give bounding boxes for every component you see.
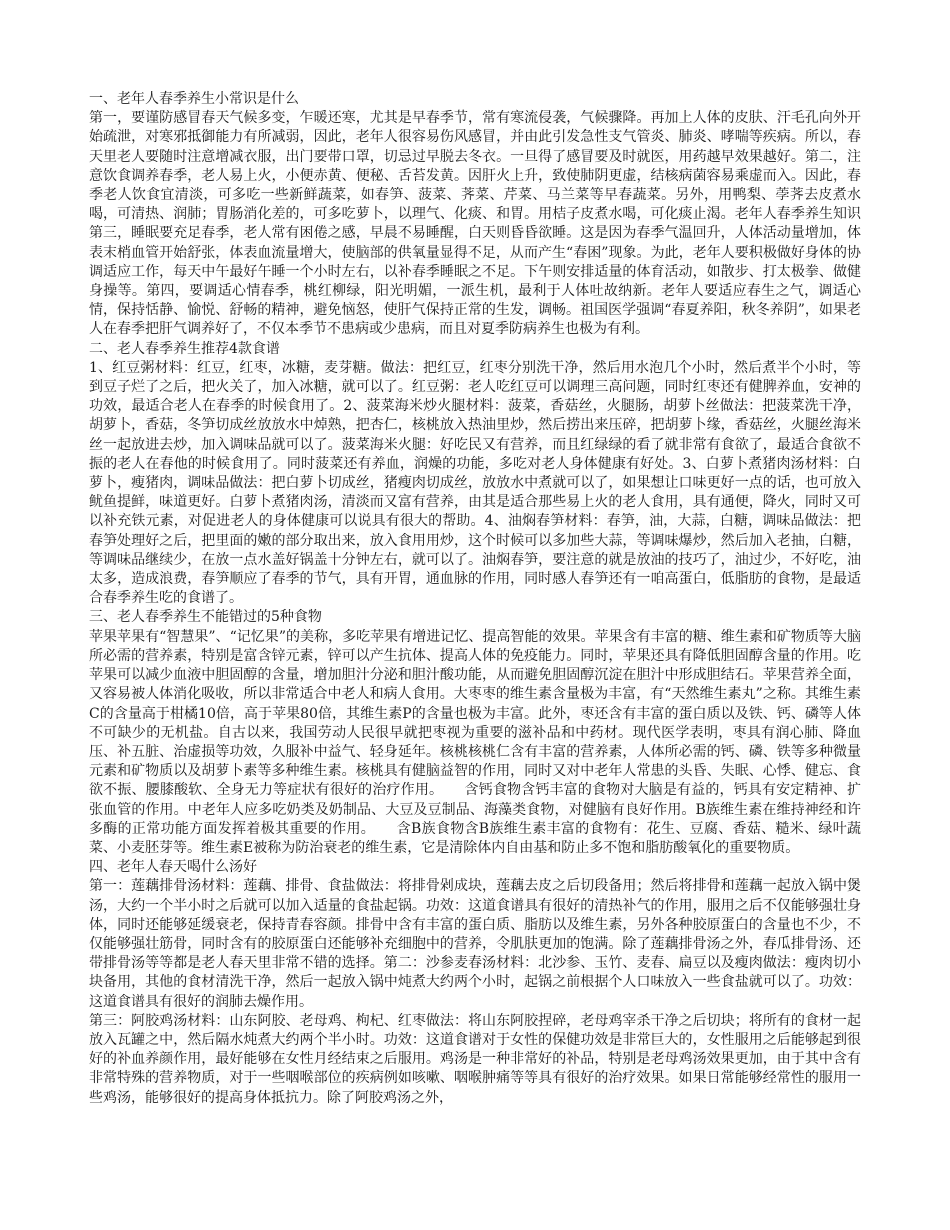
section-heading-3: 三、老人春季养生不能错过的5种食物 [89, 609, 322, 626]
section-heading-1: 一、老年人春季养生小常识是什么 [89, 91, 299, 107]
section-paragraph-4b: 第三：阿胶鸡汤材料：山东阿胶、老母鸡、枸杞、红枣做法：将山东阿胶捏碎，老母鸡宰杀干净之后切块；将所有的食材一起放入瓦罐之中，然后隔水炖煮大约两个半小时。功效：这道食谱对于女性的保健功效是非常巨大的，女性服用之后能够起到很好的补血养颜作用，最好能够在女性月经结束之后服用。鸡汤是一种非常好的补品，特别是老母鸡汤效果更加，由于其中含有非常特殊的营养物质，对于一些咽喉部位的疾病例如咳嗽、咽喉肿痛等等具有很好的治疗效果。如果日常能够经常性的服用一些鸡汤，能够很好的提高身体抵抗力。除了阿胶鸡汤之外， [89, 1012, 861, 1106]
section-paragraph-2: 1、红豆粥材料：红豆，红枣，冰糖，麦芽糖。做法：把红豆，红枣分别洗干净，然后用水泡几个小时，然后煮半个小时，等到豆子烂了之后，把火关了，加入冰糖，就可以了。红豆粥：老人吃红豆可以调理三高问题，同时红枣还有健脾养血，安神的功效，最适合老人在春季的时候食用了。2、菠菜海米炒火腿材料：菠菜，香菇丝，火腿肠，胡萝卜丝做法：把菠菜洗干净，胡萝卜，香菇，冬笋切成丝放放水中焯熟，把杏仁，核桃放入热油里炒，然后捞出来压碎，把胡萝卜缘，香菇丝，火腿丝海米丝一起放进去炒，加入调味品就可以了。菠菜海米火腿：好吃民又有营养，而且红绿绿的看了就非常有食欲了，最适合食欲不振的老人在春他的时候食用了。同时菠菜还有养血，润燥的功能，多吃对老人身体健康有好处。3、白萝卜煮猪肉汤材料：白萝卜，瘦猪肉，调味品做法：把白萝卜切成丝，猪瘦肉切成丝，放放水中煮就可以了，如果想让口味更好一点的话，也可放入鱿鱼提鲜，味道更好。白萝卜煮猪肉汤，清淡而又富有营养，由其是适合那些易上火的老人食用，具有通便，降火，同时又可以补充铁元素，对促进老人的身体健康可以说具有很大的帮助。4、油焖春笋材料：春笋，油，大蒜，白糖，调味品做法：把春笋处理好之后，把里面的嫩的部分取出来，放入食用用炒，这个时候可以多加些大蒜，等调味爆炒，然后加入老抽，白糖，等调味品继续少，在放一点水盖好锅盖十分钟左右，就可以了。油焖春笋，要注意的就是放油的技巧了，油过少，不好吃，油太多，造成浪费，春笋顺应了春季的节气，具有开胃，通血脉的作用，同时感人春笋还有一咱高蛋白，低脂肪的食物，是最适合春季养生吃的食谱了。 [89, 359, 861, 607]
section-heading-2: 二、老人春季养生推荐4款食谱 [89, 340, 280, 357]
section-paragraph-1: 第一，要谨防感冒春天气候多变，乍暖还寒，尤其是早春季节，常有寒流侵袭，气候骤降。再加上人体的皮肤、汗毛孔向外开始疏泄，对寒邪抵御能力有所减弱，因此，老年人很容易伤风感冒，并由此引发急性支气管炎、肺炎、哮喘等疾病。所以，春天里老人要随时注意增减衣服，出门要带口罩，切忌过早脱去冬衣。一旦得了感冒要及时就医，用药越早效果越好。第二，注意饮食调养春季，老人易上火，小便赤黄、便秘、舌苔发黄。因肝火上升，致使肺阴更虚，结核病菌容易乘虚而入。因此，春季老人饮食宜清淡，可多吃一些新鲜蔬菜，如春笋、菠菜、荠菜、芹菜、马兰菜等早春蔬菜。另外，用鸭梨、荸荠去皮煮水喝，可清热、润肺；胃肠消化差的，可多吃萝卜，以理气、化痰、和胃。用桔子皮煮水喝，可化痰止渴。老年人春季养生知识第三，睡眠要充足春季，老人常有困倦之感，早晨不易睡醒，白天则昏昏欲睡。这是因为春季气温回升，人体活动量增加，体表末梢血管开始舒张，体表血流量增大，使脑部的供氧量显得不足，从而产生“春困”现象。为此，老年人要积极做好身体的协调适应工作，每天中午最好午睡一个小时左右，以补春季睡眠之不足。下午则安排适量的体育活动，如散步、打太极拳、做健身操等。第四，要调适心情春季，桃红柳绿，阳光明媚，一派生机，最利于人体吐故纳新。老年人要适应春生之气，调适心情，保持恬静、愉悦、舒畅的精神，避免恼怒，使肝气保持正常的生发，调畅。祖国医学强调“春夏养阳，秋冬养阴”，如果老人在春季把肝气调养好了，不仅本季节不患病或少患病，而且对夏季防病养生也极为有利。 [89, 110, 861, 338]
section-heading-4: 四、老年人春天喝什么汤好 [89, 859, 257, 876]
section-paragraph-4a: 第一：莲藕排骨汤材料：莲藕、排骨、食盐做法：将排骨剁成块，莲藕去皮之后切段备用；然后将排骨和莲藕一起放入锅中煲汤，大约一个半小时之后就可以加入适量的食盐起锅。功效：这道食谱具有很好的清热补气的作用，服用之后不仅能够强壮身体，同时还能够延缓衰老，保持青春容颜。排骨中含有丰富的蛋白质、脂肪以及维生素，另外各种胶原蛋白的含量也不少，不仅能够强壮筋骨，同时含有的胶原蛋白还能够补充细胞中的营养，令肌肤更加的饱满。除了莲藕排骨汤之外，春瓜排骨汤、还带排骨汤等等都是老人春天里非常不错的选择。第二：沙参麦春汤材料：北沙参、玉竹、麦春、扁豆以及瘦肉做法：瘦肉切小块备用，其他的食材清洗干净，然后一起放入锅中炖煮大约两个小时，起锅之前根据个人口味放入一些食盐就可以了。功效：这道食谱具有很好的润肺去燥作用。 [89, 878, 861, 1010]
section-paragraph-3: 苹果苹果有“智慧果”、“记忆果”的美称，多吃苹果有增进记忆、提高智能的效果。苹果含有丰富的糖、维生素和矿物质等大脑所必需的营养素，特别是富含锌元素，锌可以产生抗体、提高人体的免疫能力。同时，苹果还具有降低胆固醇含量的作用。吃苹果可以减少血液中胆固醇的含量，增加胆汁分泌和胆汁酸功能，从而避免胆固醇沉淀在胆汁中形成胆结石。苹果营养全面，又容易被人体消化吸收，所以非常适合中老人和病人食用。大枣枣的维生素含量极为丰富，有“天然维生素丸”之称。其维生素C的含量高于柑橘10倍，高于苹果80倍，其维生素P的含量也极为丰富。此外，枣还含有丰富的蛋白质以及铁、钙、磷等人体不可缺少的无机盐。自古以来，我国劳动人民很早就把枣视为重要的滋补品和中药材。现代医学表明，枣具有润心肺、降血压、补五脏、治虚损等功效，久服补中益气、轻身延年。核桃核桃仁含有丰富的营养素，人体所必需的钙、磷、铁等多种微量元素和矿物质以及胡萝卜素等多种维生素。核桃具有健脑益智的作用，同时又对中老年人常患的头昏、失眠、心悸、健忘、食欲不振、腰膝酸软、全身无力等症状有很好的治疗作用。 含钙食物含钙丰富的食物对大脑是有益的，钙具有安定精神、扩张血管的作用。中老年人应多吃奶类及奶制品、大豆及豆制品、海藻类食物，对健脑有良好作用。B族维生素在维持神经和许多酶的正常功能方面发挥着极其重要的作用。 含B族食物含B族维生素丰富的食物有：花生、豆腐、香菇、糙米、绿叶蔬菜、小麦胚芽等。维生素E被称为防治衰老的维生素，它是清除体内自由基和防止多不饱和脂肪酸氧化的重要物质。 [89, 628, 861, 856]
